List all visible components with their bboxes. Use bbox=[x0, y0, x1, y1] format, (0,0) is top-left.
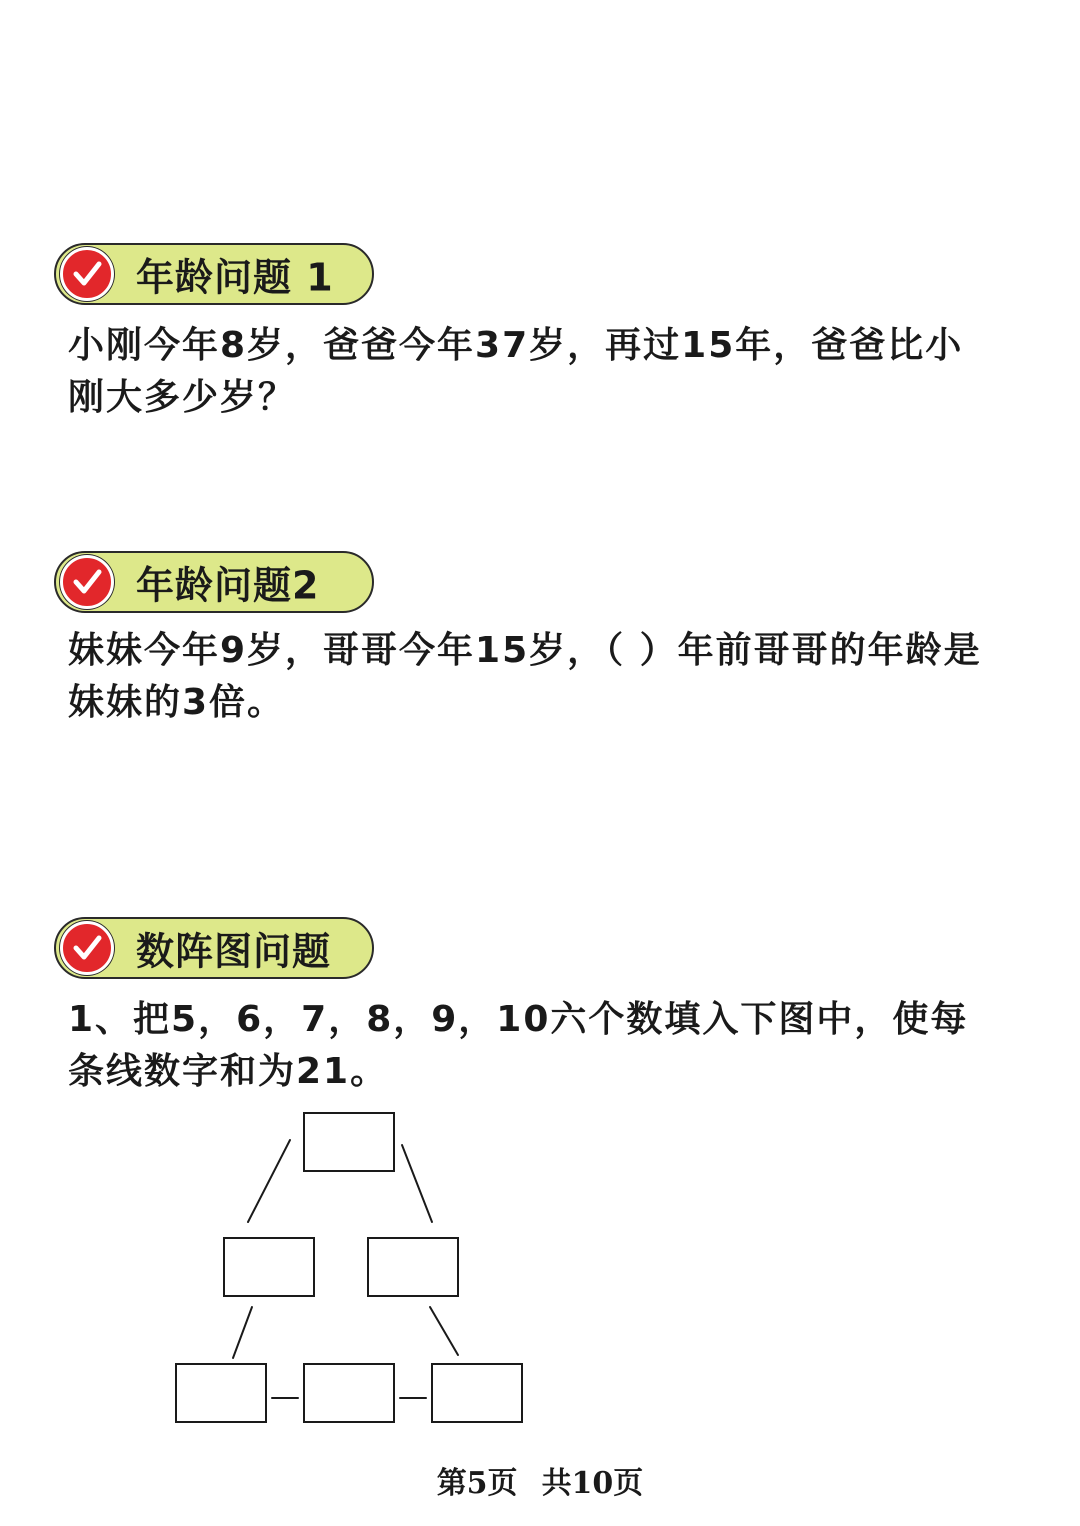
connector-line bbox=[233, 1307, 252, 1358]
connector-line bbox=[248, 1140, 290, 1222]
page-number: 第5页 bbox=[436, 1466, 518, 1501]
page-footer bbox=[0, 1458, 1080, 1502]
section-title: 年龄问题 1 bbox=[136, 255, 334, 300]
section-title: 年龄问题2 bbox=[136, 563, 320, 608]
question-text: 1、把5，6，7，8，9，10六个数填入下图中，使每条线数字和为21。 bbox=[68, 999, 969, 1092]
check-badge bbox=[60, 247, 114, 301]
question-text: 小刚今年8岁，爸爸今年37岁，再过15年，爸爸比小刚大多少岁？ bbox=[68, 325, 964, 418]
answer-box-bottom-left[interactable] bbox=[176, 1364, 266, 1422]
check-icon bbox=[70, 257, 104, 291]
check-badge bbox=[60, 555, 114, 609]
answer-box-middle-left[interactable] bbox=[224, 1238, 314, 1296]
answer-box-bottom-center[interactable] bbox=[304, 1364, 394, 1422]
page-total: 共10页 bbox=[541, 1466, 644, 1501]
answer-box-middle-right[interactable] bbox=[368, 1238, 458, 1296]
question-text: 妹妹今年9岁，哥哥今年15岁，（ ）年前哥哥的年龄是妹妹的3倍。 bbox=[68, 630, 982, 723]
section-title: 数阵图问题 bbox=[136, 929, 332, 974]
connector-line bbox=[402, 1145, 432, 1222]
connector-line bbox=[430, 1307, 458, 1355]
check-icon bbox=[70, 931, 104, 965]
section-banner-age-2 bbox=[54, 551, 374, 613]
check-badge bbox=[60, 921, 114, 975]
number-array-diagram bbox=[0, 1100, 1080, 1440]
answer-box-bottom-right[interactable] bbox=[432, 1364, 522, 1422]
check-icon bbox=[70, 565, 104, 599]
answer-box-top[interactable] bbox=[304, 1113, 394, 1171]
section-banner-number-array bbox=[54, 917, 374, 979]
section-banner-age-1 bbox=[54, 243, 374, 305]
